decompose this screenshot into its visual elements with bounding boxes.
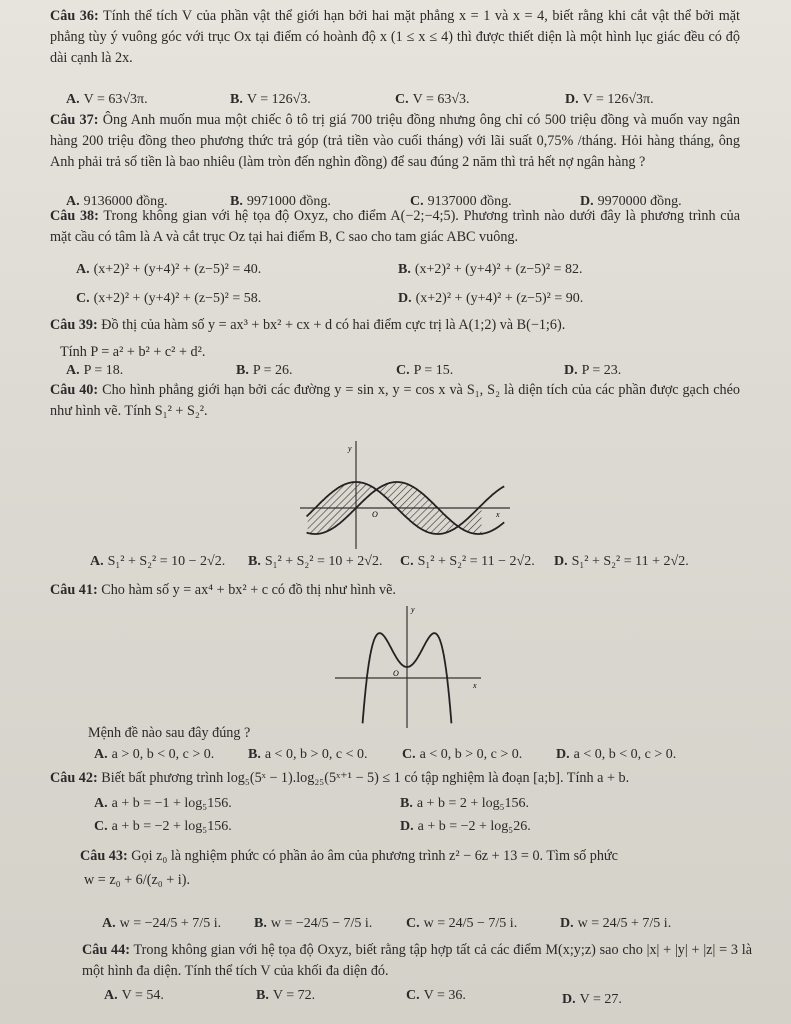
options-41	[50, 745, 750, 765]
question-text: Cho hình phẳng giới hạn bởi các đường y = sin x, y = cos x và S₁, S₂ là diện tích của các phần được gạch chéo như hình vẽ. Tính S₁² + S₂².	[50, 382, 740, 419]
option-a[interactable]: A. 9136000 đồng.	[66, 194, 168, 209]
question-label: Câu 44:	[82, 942, 130, 958]
option-b[interactable]: B. S₁² + S₂² = 10 + 2√2.	[248, 554, 383, 569]
question-43	[80, 846, 750, 867]
option-c[interactable]: C. (x+2)² + (y+4)² + (z−5)² = 58.	[76, 291, 262, 306]
option-a[interactable]: A. (x+2)² + (y+4)² + (z−5)² = 40.	[76, 262, 262, 277]
option-a[interactable]: A. w = −24/5 + 7/5 i.	[102, 916, 222, 931]
quartic-graph	[335, 600, 485, 730]
question-label: Câu 42:	[50, 770, 98, 786]
option-b[interactable]: B. V = 126√3.	[230, 92, 311, 107]
option-a[interactable]: A. a > 0, b < 0, c > 0.	[94, 747, 215, 762]
option-c[interactable]: C. V = 36.	[406, 988, 466, 1003]
option-c[interactable]: C. 9137000 đồng.	[410, 194, 512, 209]
question-43-sub: w = z₀ + 6/(z₀ + i).	[84, 872, 190, 888]
question-label: Câu 43:	[80, 848, 128, 864]
question-37	[50, 110, 740, 173]
question-text: Đồ thị của hàm số y = ax³ + bx² + cx + d có hai điểm cực trị là A(1;2) và B(−1;6).	[101, 317, 566, 333]
question-text: Gọi z₀ là nghiệm phức có phần ảo âm của phương trình z² − 6z + 13 = 0. Tìm số phức	[131, 848, 618, 864]
option-d[interactable]: D. S₁² + S₂² = 11 + 2√2.	[554, 554, 689, 569]
option-d[interactable]: D. V = 126√3π.	[565, 92, 654, 107]
option-c[interactable]: C. a + b = −2 + log₅156.	[94, 819, 232, 834]
question-text: Trong không gian với hệ tọa độ Oxyz, cho điểm A(−2;−4;5). Phương trình nào dưới đây là phương trình của mặt cầu có tâm là A và cắt trục Oz tại hai điểm B, C sao cho tam giác ABC vuông.	[50, 208, 740, 245]
origin-label: O	[393, 669, 399, 678]
option-d[interactable]: D. (x+2)² + (y+4)² + (z−5)² = 90.	[398, 291, 584, 306]
x-axis-label: x	[473, 681, 477, 690]
option-d[interactable]: D. w = 24/5 + 7/5 i.	[560, 916, 672, 931]
option-b[interactable]: B. w = −24/5 − 7/5 i.	[254, 916, 373, 931]
question-41-sub: Mệnh đề nào sau đây đúng ?	[88, 725, 251, 741]
question-label: Câu 39:	[50, 317, 98, 333]
option-a[interactable]: A. V = 54.	[104, 988, 164, 1003]
options-43	[50, 914, 750, 934]
options-42-ab	[50, 794, 750, 814]
question-39	[50, 315, 740, 336]
options-40	[50, 552, 750, 572]
question-text: Biết bất phương trình log₅(5ˣ − 1).log₂₅(5ˣ⁺¹ − 5) ≤ 1 có tập nghiệm là đoạn [a;b]. Tính a + b.	[101, 770, 630, 786]
question-40	[50, 380, 740, 422]
options-39	[50, 361, 750, 381]
question-label: Câu 37:	[50, 112, 99, 128]
option-b[interactable]: B. a + b = 2 + log₅156.	[400, 796, 530, 811]
question-text: Ông Anh muốn mua một chiếc ô tô trị giá 700 triệu đồng nhưng ông chỉ có 500 triệu đồng và muốn vay ngân hàng 200 triệu đồng theo phương thức trả góp (trả tiền vào cuối tháng) với lãi suất 0,75% /tháng. Hỏi hàng tháng, ông Anh phải trả số tiền là bao nhiêu (làm tròn đến nghìn đồng) để sau đúng 2 năm thì trả hết nợ ngân hàng ?	[50, 112, 740, 170]
option-d[interactable]: D. a + b = −2 + log₅26.	[400, 819, 531, 834]
option-c[interactable]: C. S₁² + S₂² = 11 − 2√2.	[400, 554, 535, 569]
question-38	[50, 206, 740, 248]
option-a[interactable]: A. a + b = −1 + log₅156.	[94, 796, 232, 811]
question-36	[50, 6, 740, 69]
options-38-cd	[50, 289, 750, 309]
option-b[interactable]: B. V = 72.	[256, 988, 316, 1003]
question-label: Câu 41:	[50, 582, 98, 598]
question-42	[50, 768, 740, 789]
question-label: Câu 36:	[50, 8, 99, 24]
option-d[interactable]: D. 9970000 đồng.	[580, 194, 682, 209]
option-d[interactable]: D. V = 27.	[562, 992, 622, 1007]
question-text: Tính thể tích V của phần vật thể giới hạn bởi hai mặt phẳng x = 1 và x = 4, biết rằng khi cắt vật thể bởi mặt phẳng tùy ý vuông góc với trục Ox tại điểm có hoành độ x (1 ≤ x ≤ 4) thì được thiết diện là một hình lục giác đều có độ dài cạnh là 2x.	[50, 8, 740, 66]
option-b[interactable]: B. P = 26.	[236, 363, 293, 378]
option-c[interactable]: C. w = 24/5 − 7/5 i.	[406, 916, 518, 931]
question-text: Trong không gian với hệ tọa độ Oxyz, biết rằng tập hợp tất cả các điểm M(x;y;z) sao cho |x| + |y| + |z| = 3 là một hình đa diện. Tính thể tích V của khối đa diện đó.	[82, 942, 752, 979]
options-42-cd	[50, 817, 750, 837]
question-text: Cho hàm số y = ax⁴ + bx² + c có đồ thị như hình vẽ.	[101, 582, 396, 598]
question-41	[50, 580, 740, 601]
option-a[interactable]: A. P = 18.	[66, 363, 124, 378]
options-44	[50, 986, 750, 1006]
question-label: Câu 40:	[50, 382, 99, 398]
question-39-sub: Tính P = a² + b² + c² + d².	[60, 344, 206, 360]
sin-cos-graph	[300, 437, 515, 552]
option-a[interactable]: A. S₁² + S₂² = 10 − 2√2.	[90, 554, 226, 569]
option-c[interactable]: C. V = 63√3.	[395, 92, 470, 107]
option-b[interactable]: B. a < 0, b > 0, c < 0.	[248, 747, 368, 762]
option-d[interactable]: D. P = 23.	[564, 363, 622, 378]
y-axis-label: y	[411, 605, 415, 614]
options-36	[50, 90, 750, 110]
origin-label: O	[372, 510, 378, 519]
option-c[interactable]: C. a < 0, b > 0, c > 0.	[402, 747, 523, 762]
option-b[interactable]: B. (x+2)² + (y+4)² + (z−5)² = 82.	[398, 262, 583, 277]
y-axis-label: y	[348, 444, 352, 453]
option-d[interactable]: D. a < 0, b < 0, c > 0.	[556, 747, 677, 762]
x-axis-label: x	[496, 510, 500, 519]
option-c[interactable]: C. P = 15.	[396, 363, 454, 378]
options-38-ab	[50, 260, 750, 280]
question-label: Câu 38:	[50, 208, 99, 224]
question-44	[82, 940, 752, 982]
option-b[interactable]: B. 9971000 đồng.	[230, 194, 331, 209]
option-a[interactable]: A. V = 63√3π.	[66, 92, 148, 107]
